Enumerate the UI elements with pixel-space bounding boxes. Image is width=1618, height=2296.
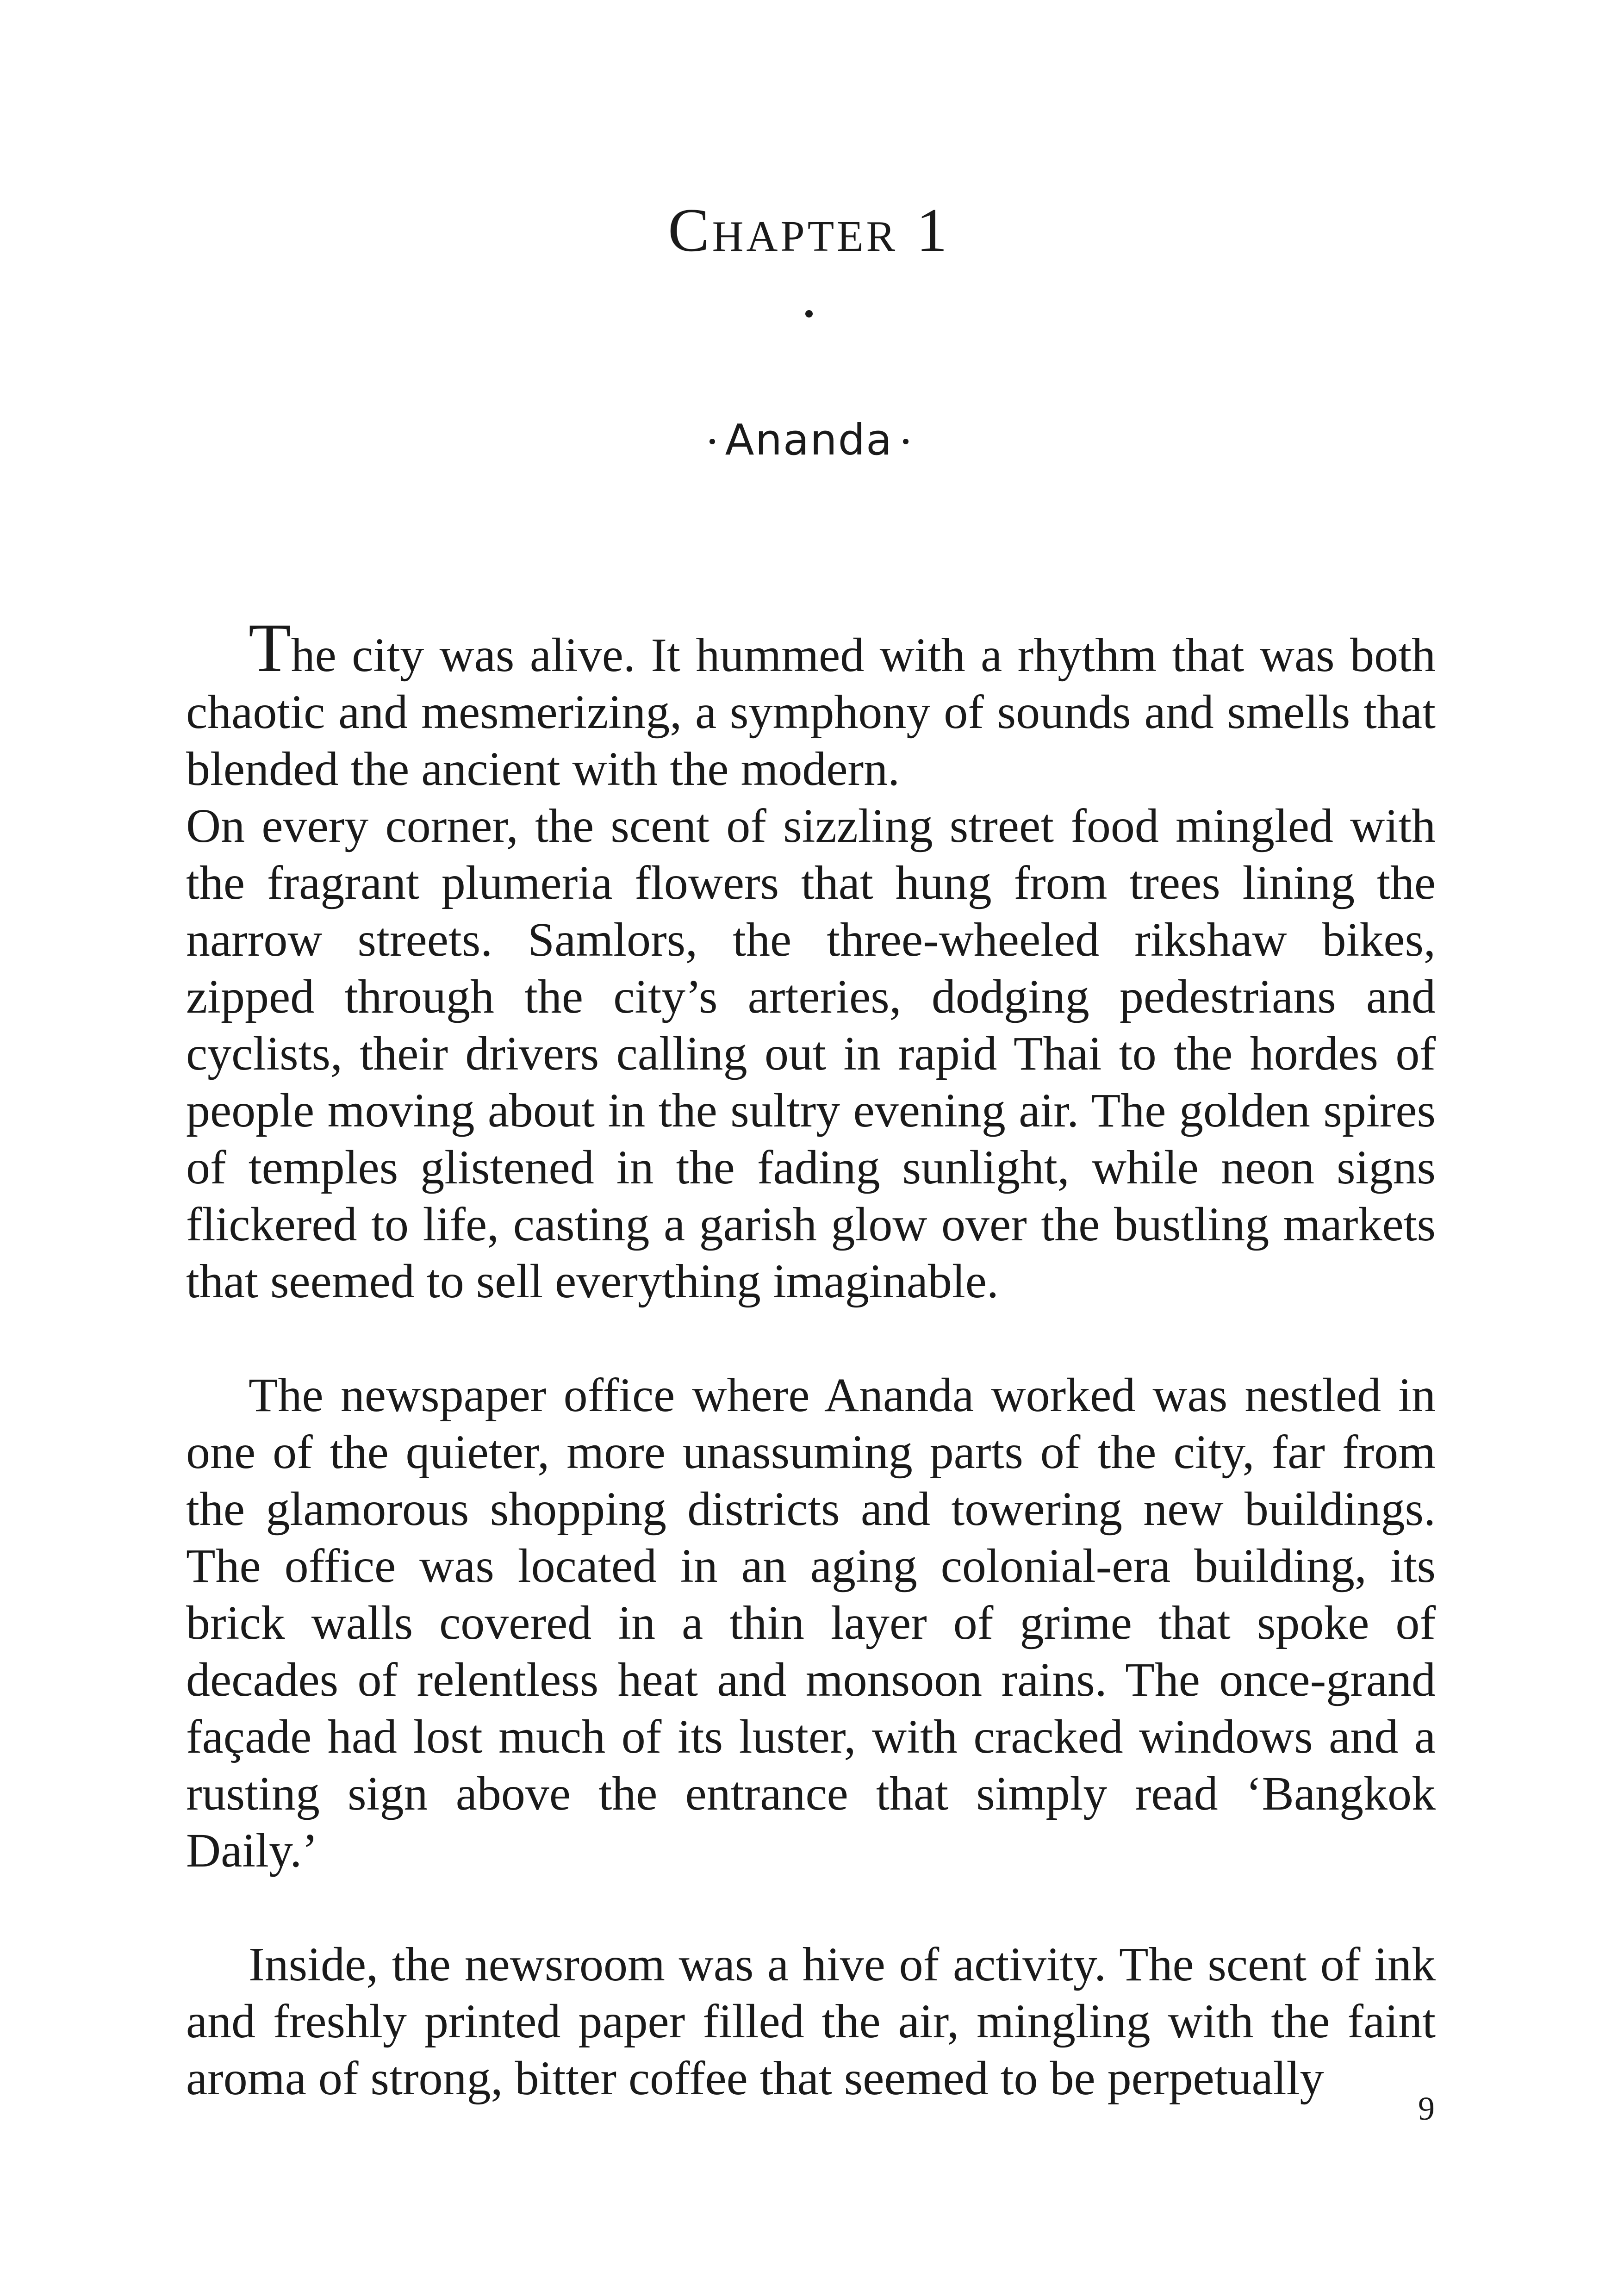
page-number: 9 <box>1418 2090 1435 2127</box>
chapter-body <box>186 610 1436 2107</box>
paragraph-2: On every corner, the scent of sizzling street food mingled with the fragrant plumeria flowers that hung from trees lining the narrow streets. Samlors, the three-wheeled rikshaw bikes, zipped through the city’s arteries, dodging pedestrians and cyclists, their drivers calling out in rapid Thai to the hordes of people moving about in the sultry evening air. The golden spires of temples glistened in the fading sunlight, while neon signs flickered to life, casting a garish glow over the bustling markets that seemed to sell everything imaginable. <box>186 799 1436 1308</box>
paragraph-1-text: he city was alive. It hummed with a rhythm that was both chaotic and mesmerizing, a symphony of sounds and smells that blended the ancient with the modern. <box>186 628 1436 796</box>
ornament-dot <box>805 310 813 317</box>
chapter-heading: Chapter 1 <box>668 196 950 264</box>
paragraph-1 <box>186 610 1436 797</box>
drop-cap-letter: T <box>249 610 291 686</box>
right-ornament-dot <box>903 439 909 444</box>
pov-heading <box>0 415 1618 465</box>
left-ornament-dot <box>709 439 715 444</box>
pov-character-name: Ananda <box>725 415 893 465</box>
paragraph-4: Inside, the newsroom was a hive of activity. The scent of ink and freshly printed paper filled the air, mingling with the faint aroma of strong, bitter coffee that seemed to be perpetually <box>186 1938 1436 2105</box>
paragraph-3: The newspaper office where Ananda worked was nestled in one of the quieter, more unassuming parts of the city, far from the glamorous shopping districts and towering new buildings. The office was located in an aging colonial-era building, its brick walls covered in a thin layer of grime that spoke of decades of relentless heat and monsoon rains. The once-grand façade had lost much of its luster, with cracked windows and a rusting sign above the entrance that simply read ‘Bangkok Daily.’ <box>186 1369 1436 1877</box>
